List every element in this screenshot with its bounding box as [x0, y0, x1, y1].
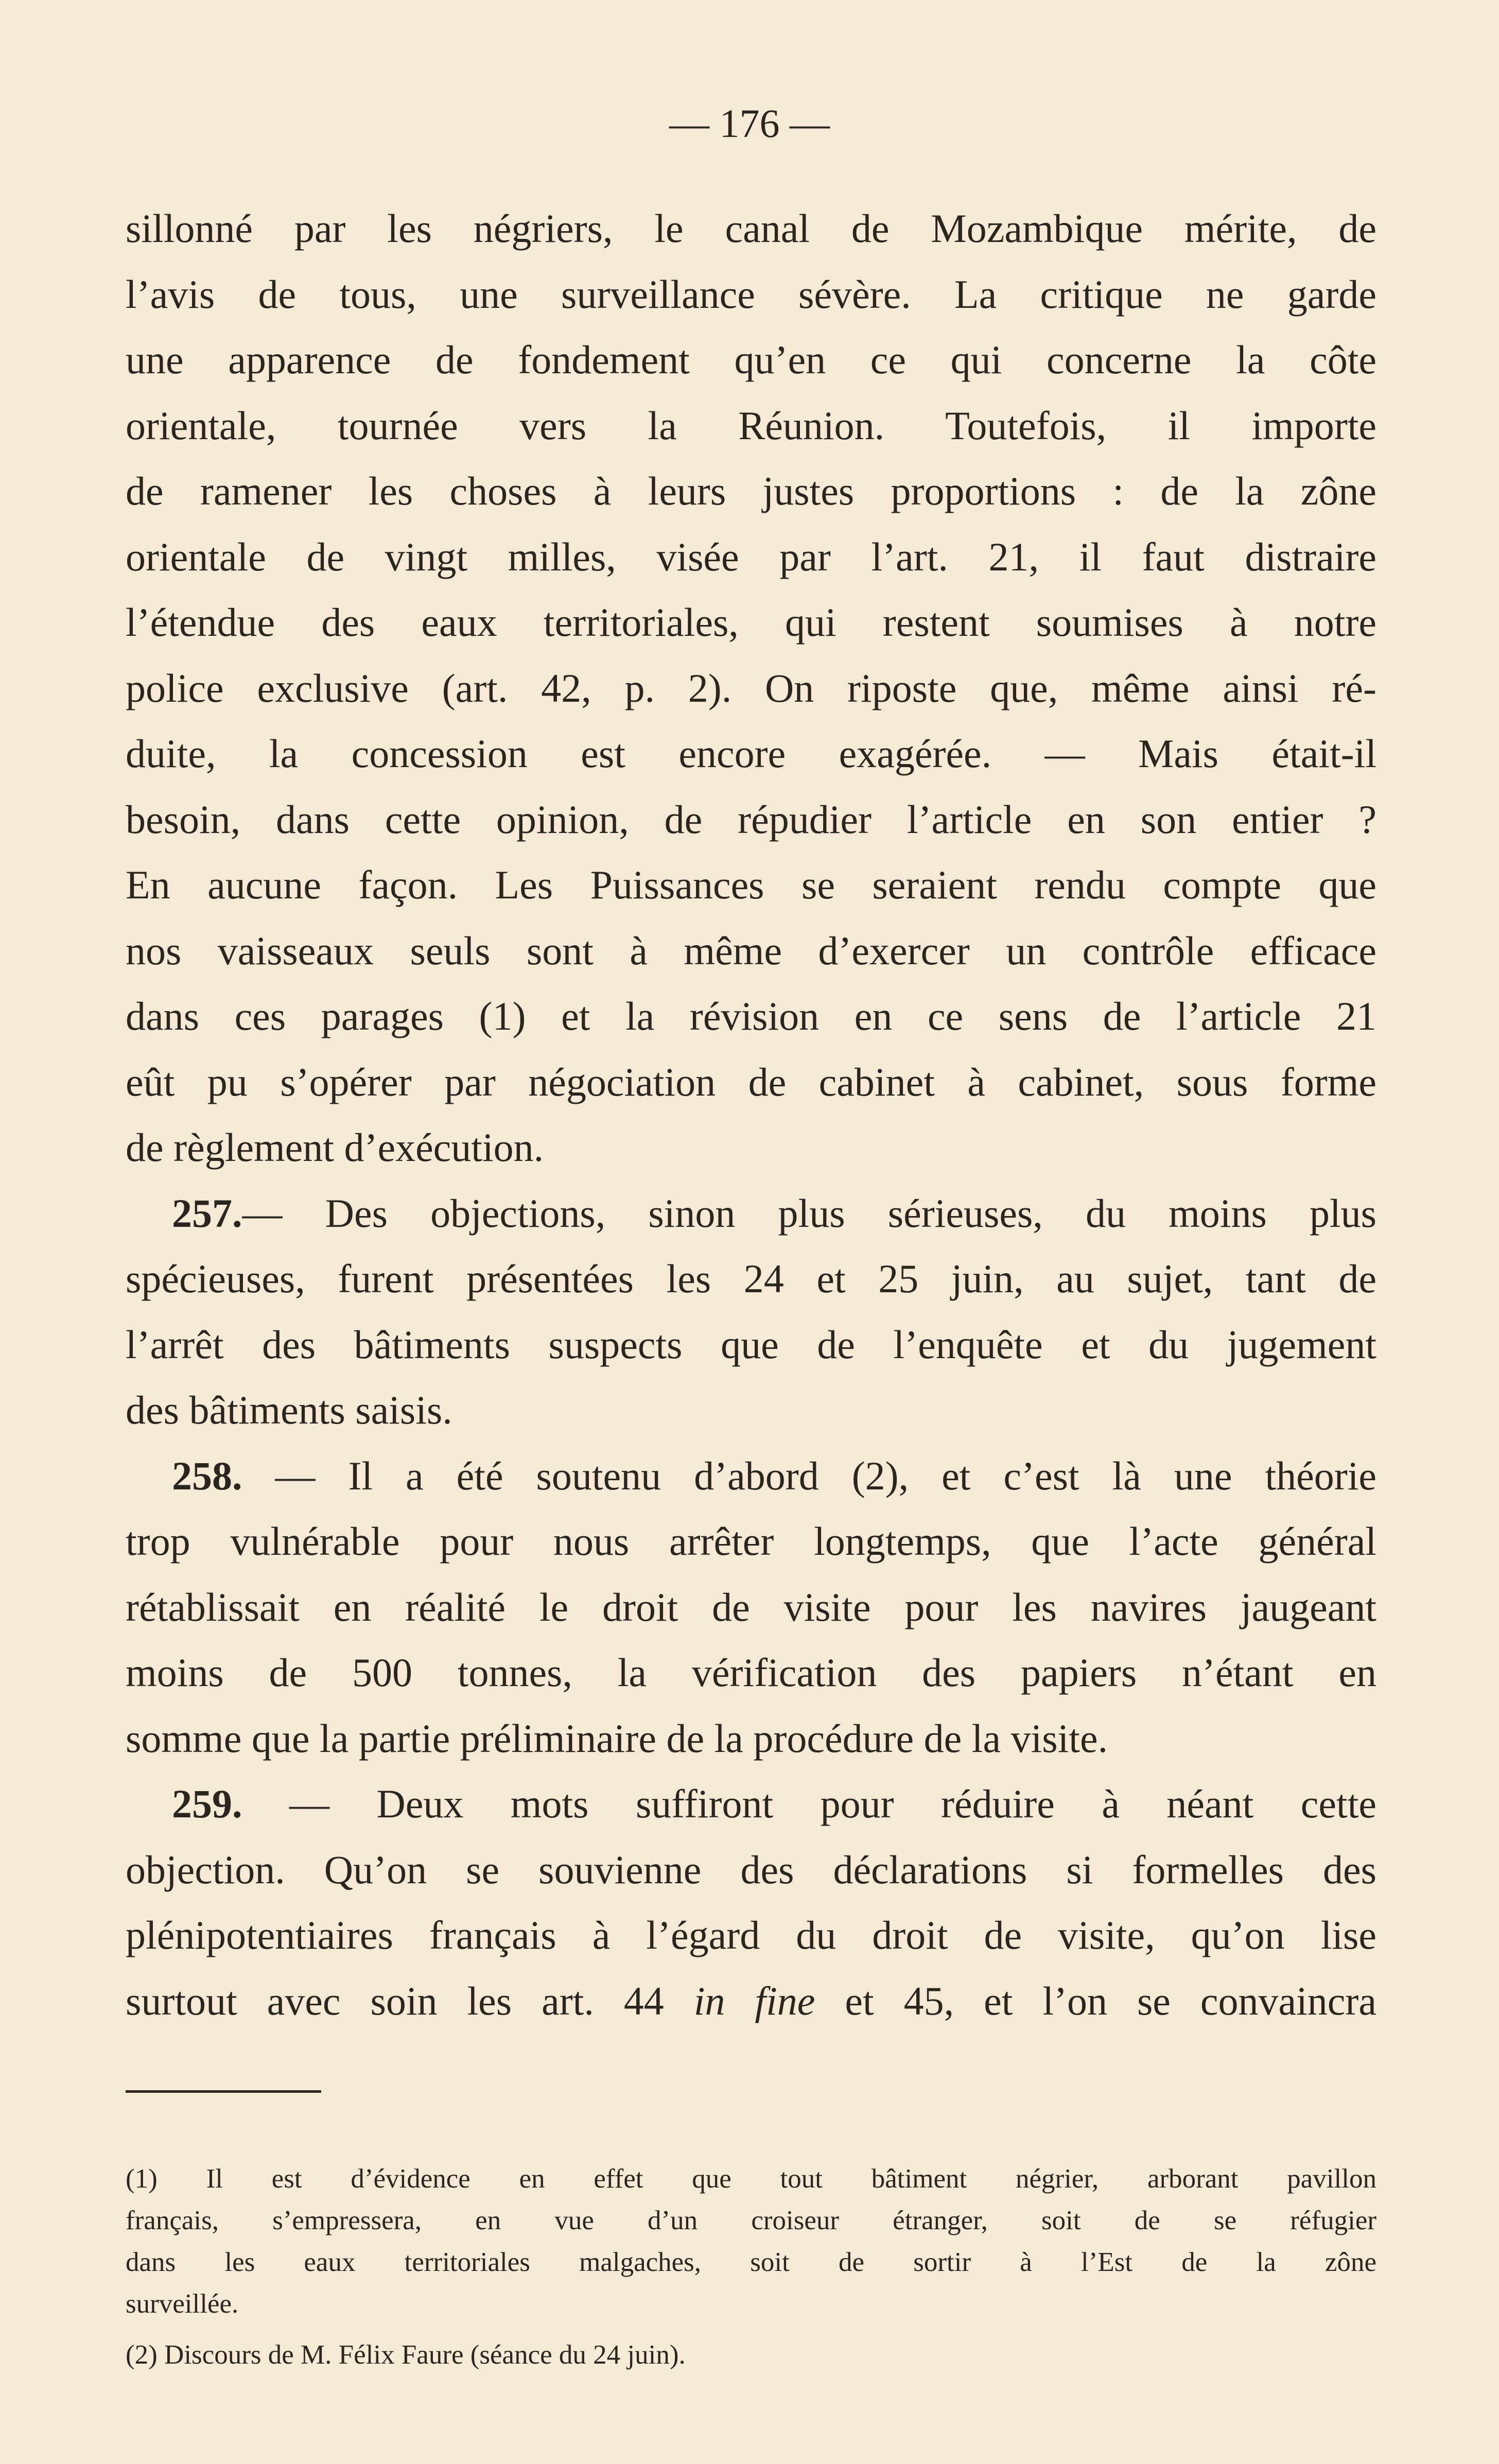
text-line: de ramener les choses à leurs justes proportions : de la zône: [126, 468, 1376, 513]
text-line: eût pu s’opérer par négociation de cabinet à cabinet, sous forme: [126, 1059, 1376, 1104]
paragraph-number: 259.: [172, 1781, 242, 1826]
paragraph-258-first-line: 258. — Il a été soutenu d’abord (2), et c’est là une théorie: [172, 1453, 1376, 1498]
footnote-1-line: surveillée.: [126, 2289, 239, 2319]
paragraph-259-first-line: 259. — Deux mots suffiront pour réduire à néant cette: [172, 1781, 1376, 1826]
text-line: En aucune façon. Les Puissances se seraient rendu compte que: [126, 862, 1376, 907]
body-text: [126, 196, 1376, 2034]
text-line: surtout avec soin les art. 44 in fine et 45, et l’on se convaincra: [126, 1978, 1377, 2023]
text-line: objection. Qu’on se souvienne des déclarations si formelles des: [126, 1847, 1376, 1892]
text-line: moins de 500 tonnes, la vérification des papiers n’étant en: [126, 1650, 1376, 1695]
text-line: dans ces parages (1) et la révision en ce sens de l’article 21: [126, 994, 1376, 1038]
text-line: des bâtiments saisis.: [126, 1387, 452, 1432]
text-line: l’étendue des eaux territoriales, qui restent soumises à notre: [126, 600, 1376, 645]
text-line: de règlement d’exécution.: [126, 1125, 544, 1170]
paragraph-number: 257.: [172, 1190, 242, 1236]
footnote-1-line: français, s’empressera, en vue d’un croiseur étranger, soit de se réfugier: [126, 2206, 1376, 2235]
paragraph-number: 258.: [172, 1453, 242, 1498]
footnote-separator: [126, 2090, 321, 2093]
paragraph-257-first-line: 257.— Des objections, sinon plus sérieuses, du moins plus: [172, 1190, 1376, 1236]
text-line: nos vaisseaux seuls sont à même d’exercer un contrôle efficace: [126, 928, 1376, 973]
text-line: rétablissait en réalité le droit de visite pour les navires jaugeant: [126, 1584, 1376, 1629]
italic-phrase: in fine: [693, 1978, 815, 2023]
text-line: orientale de vingt milles, visée par l’art. 21, il faut distraire: [126, 534, 1376, 579]
text-line: une apparence de fondement qu’en ce qui concerne la côte: [126, 337, 1376, 382]
footnote-1-line: (1) Il est d’évidence en effet que tout bâtiment négrier, arborant pavillon: [126, 2164, 1376, 2194]
text-line: trop vulnérable pour nous arrêter longtemps, que l’acte général: [126, 1519, 1376, 1564]
footnote-2: (2) Discours de M. Félix Faure (séance du 24 juin).: [126, 2340, 686, 2370]
text-line: plénipotentiaires français à l’égard du droit de visite, qu’on lise: [126, 1913, 1376, 1957]
footnote-1-line: dans les eaux territoriales malgaches, soit de sortir à l’Est de la zône: [126, 2247, 1376, 2277]
text-line: sillonné par les négriers, le canal de Mozambique mérite, de: [126, 206, 1376, 251]
text-line: besoin, dans cette opinion, de répudier l’article en son entier ?: [126, 796, 1376, 842]
text-line: somme que la partie préliminaire de la procédure de la visite.: [126, 1715, 1108, 1761]
text-line: orientale, tournée vers la Réunion. Toutefois, il importe: [126, 403, 1376, 448]
text-line: duite, la concession est encore exagérée. — Mais était-il: [126, 731, 1376, 776]
text-line: l’arrêt des bâtiments suspects que de l’enquête et du jugement: [126, 1322, 1376, 1367]
text-line: police exclusive (art. 42, p. 2). On riposte que, même ainsi ré-: [126, 665, 1376, 710]
page-number: — 176 —: [669, 101, 830, 146]
text-line: spécieuses, furent présentées les 24 et 25 juin, au sujet, tant de: [126, 1256, 1376, 1301]
text-line: l’avis de tous, une surveillance sévère. La critique ne garde: [126, 271, 1376, 317]
footnotes: [126, 2158, 1376, 2376]
